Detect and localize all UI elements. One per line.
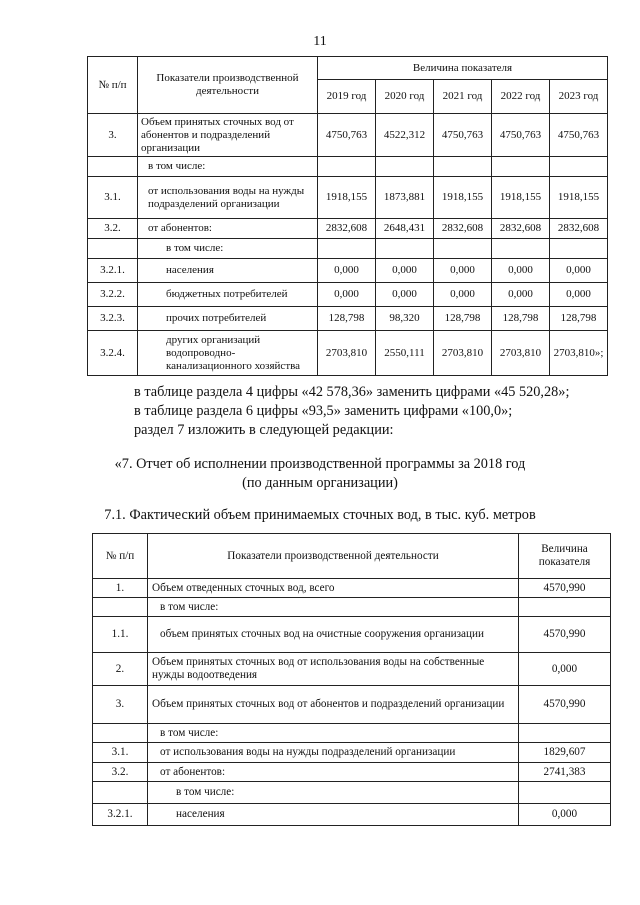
table-row	[88, 331, 608, 376]
cell-value: 0,000	[318, 283, 376, 307]
row-num: 3.2.2.	[88, 283, 138, 307]
row-num: 3.2.	[93, 763, 148, 782]
cell-value: 4570,990	[519, 617, 611, 653]
col-header-year: 2022 год	[492, 80, 550, 114]
table-row	[88, 114, 608, 157]
col-header-indicator: Показатели производственной деятельности	[138, 57, 318, 114]
table-row	[93, 617, 611, 653]
cell-value: 2703,810	[318, 331, 376, 376]
amendment-paragraph: раздел 7 изложить в следующей редакции:	[134, 422, 394, 438]
cell-value: 4570,990	[519, 579, 611, 598]
col-header-year: 2023 год	[550, 80, 608, 114]
row-label: от абонентов:	[148, 763, 519, 782]
table-row	[93, 743, 611, 763]
cell-value: 0,000	[434, 283, 492, 307]
section-7-title: «7. Отчет об исполнении производственной программы за 2018 год	[114, 456, 526, 472]
row-num: 3.2.1.	[93, 804, 148, 826]
row-label: населения	[138, 259, 318, 283]
row-label: от абонентов:	[138, 219, 318, 239]
row-label: прочих потребителей	[138, 307, 318, 331]
cell-value: 2703,810	[492, 331, 550, 376]
cell-value: 4570,990	[519, 686, 611, 724]
row-label: населения	[148, 804, 519, 826]
row-num: 3.2.3.	[88, 307, 138, 331]
cell-value: 1918,155	[550, 177, 608, 219]
cell-value: 1873,881	[376, 177, 434, 219]
cell-value: 1829,607	[519, 743, 611, 763]
col-header-year: 2020 год	[376, 80, 434, 114]
cell-value: 0,000	[550, 259, 608, 283]
cell-value: 4750,763	[434, 114, 492, 157]
table-row	[88, 283, 608, 307]
cell-value: 0,000	[519, 804, 611, 826]
row-label: Объем отведенных сточных вод, всего	[148, 579, 519, 598]
cell-value: 4750,763	[318, 114, 376, 157]
cell-value: 0,000	[550, 283, 608, 307]
cell-value: 0,000	[376, 259, 434, 283]
row-label: от использования воды на нужды подразделений организации	[138, 177, 318, 219]
table-row	[88, 177, 608, 219]
table-row	[93, 782, 611, 804]
row-label: в том числе:	[148, 782, 519, 804]
table-row	[93, 686, 611, 724]
row-label: Объем принятых сточных вод от использования воды на собственные нужды водоотведения	[148, 653, 519, 686]
cell-value: 0,000	[318, 259, 376, 283]
row-num: 1.1.	[93, 617, 148, 653]
row-label: в том числе:	[138, 157, 318, 177]
table-row	[93, 598, 611, 617]
col-header-year: 2021 год	[434, 80, 492, 114]
amendment-paragraph: в таблице раздела 4 цифры «42 578,36» заменить цифрами «45 520,28»;	[134, 384, 570, 400]
cell-value: 128,798	[318, 307, 376, 331]
row-num: 3.1.	[93, 743, 148, 763]
row-num: 3.2.4.	[88, 331, 138, 376]
cell-value: 4522,312	[376, 114, 434, 157]
cell-value: 128,798	[434, 307, 492, 331]
row-label: Объем принятых сточных вод от абонентов и подразделений организации	[138, 114, 318, 157]
col-header-num: № п/п	[93, 534, 148, 579]
col-header-indicator: Показатели производственной деятельности	[148, 534, 519, 579]
row-num: 3.	[88, 114, 138, 157]
row-label: объем принятых сточных вод на очистные сооружения организации	[148, 617, 519, 653]
cell-value: 2703,810	[434, 331, 492, 376]
row-num: 2.	[93, 653, 148, 686]
row-label: Объем принятых сточных вод от абонентов и подразделений организации	[148, 686, 519, 724]
wastewater-volume-table	[92, 533, 611, 826]
row-num: 3.2.	[88, 219, 138, 239]
row-num: 3.2.1.	[88, 259, 138, 283]
col-header-num: № п/п	[88, 57, 138, 114]
cell-value: 2550,111	[376, 331, 434, 376]
cell-value: 128,798	[492, 307, 550, 331]
row-label: в том числе:	[148, 724, 519, 743]
row-label: других организаций водопроводно-канализационного хозяйства	[138, 331, 318, 376]
cell-value: 2832,608	[550, 219, 608, 239]
cell-value: 0,000	[519, 653, 611, 686]
row-num: 3.1.	[88, 177, 138, 219]
table-row	[93, 724, 611, 743]
cell-value: 1918,155	[492, 177, 550, 219]
table-row	[93, 653, 611, 686]
cell-value: 2741,383	[519, 763, 611, 782]
amendment-paragraph: в таблице раздела 6 цифры «93,5» заменить цифрами «100,0»;	[134, 403, 513, 419]
table-row	[88, 219, 608, 239]
cell-value: 4750,763	[492, 114, 550, 157]
table-row	[88, 157, 608, 177]
cell-value: 2648,431	[376, 219, 434, 239]
row-label: в том числе:	[148, 598, 519, 617]
cell-value: 128,798	[550, 307, 608, 331]
col-header-value: Величина показателя	[519, 534, 611, 579]
table-row	[88, 239, 608, 259]
row-num: 3.	[93, 686, 148, 724]
cell-value: 0,000	[492, 259, 550, 283]
cell-value: 0,000	[492, 283, 550, 307]
cell-value: 2832,608	[492, 219, 550, 239]
cell-value: 2832,608	[318, 219, 376, 239]
cell-value: 0,000	[434, 259, 492, 283]
row-label: бюджетных потребителей	[138, 283, 318, 307]
cell-value: 4750,763	[550, 114, 608, 157]
production-indicators-table	[87, 56, 608, 376]
table-row	[88, 259, 608, 283]
row-num: 1.	[93, 579, 148, 598]
cell-value: 2703,810»;	[550, 331, 608, 376]
row-label: в том числе:	[138, 239, 318, 259]
cell-value: 1918,155	[318, 177, 376, 219]
table-row	[93, 579, 611, 598]
section-7-subtitle: (по данным организации)	[242, 475, 398, 491]
cell-value: 2832,608	[434, 219, 492, 239]
table-row	[93, 763, 611, 782]
cell-value: 0,000	[376, 283, 434, 307]
section-7-1-title: 7.1. Фактический объем принимаемых сточных вод, в тыс. куб. метров	[104, 507, 536, 523]
cell-value: 98,320	[376, 307, 434, 331]
table-row	[88, 307, 608, 331]
row-label: от использования воды на нужды подразделений организации	[148, 743, 519, 763]
cell-value: 1918,155	[434, 177, 492, 219]
col-header-year: 2019 год	[318, 80, 376, 114]
col-header-value-group: Величина показателя	[318, 57, 608, 80]
page-number: 11	[313, 34, 327, 49]
table-row	[93, 804, 611, 826]
